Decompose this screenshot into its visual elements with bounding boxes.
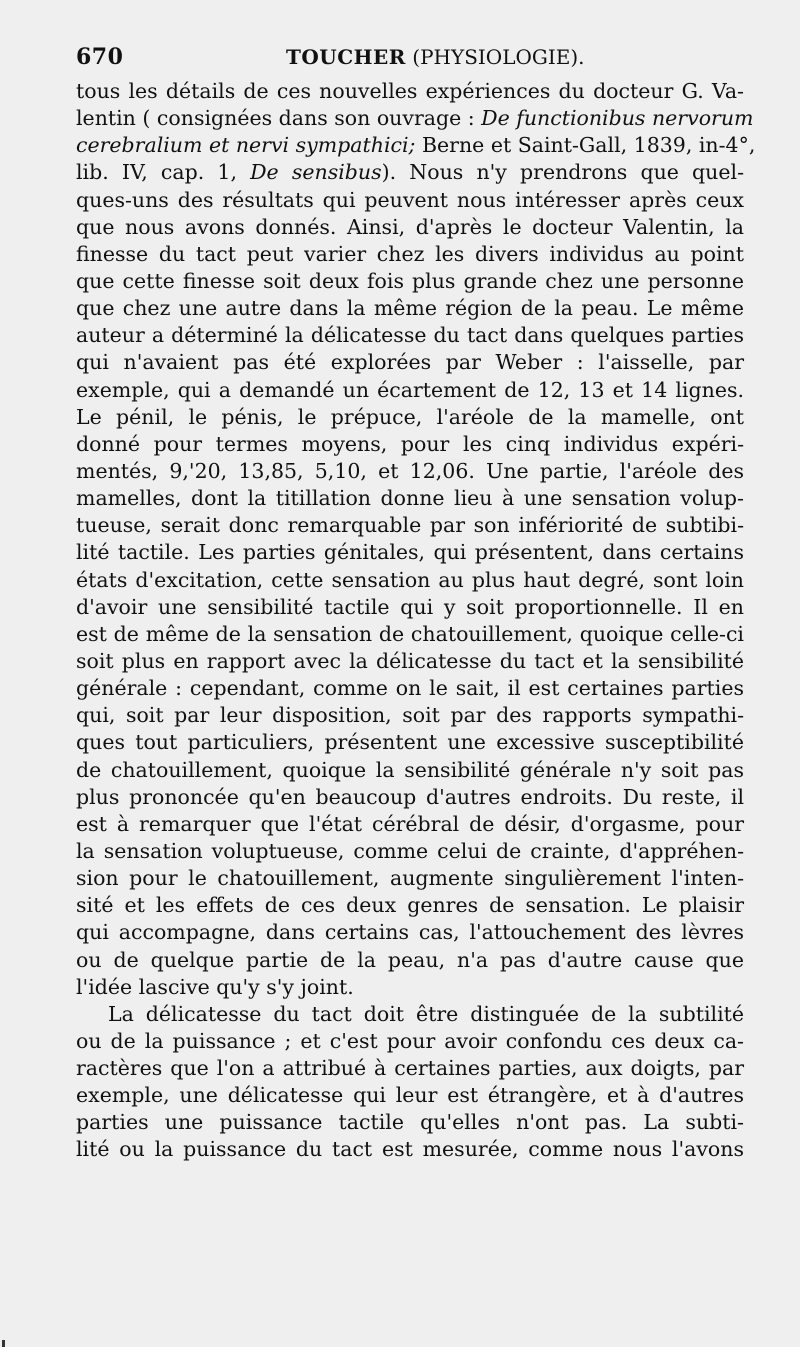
text-line <box>76 675 744 702</box>
text-segment: mentés, 9,'20, 13,85, 5,10, et 12,06. Une partie, l'aréole des <box>76 458 744 483</box>
text-line <box>76 1082 744 1109</box>
text-segment: sité et les effets de ces deux genres de sensation. Le plaisir <box>76 893 744 918</box>
text-line <box>76 159 744 186</box>
text-line <box>76 1136 744 1163</box>
text-line <box>76 187 744 214</box>
text-line <box>76 539 744 566</box>
text-line <box>76 648 744 675</box>
text-segment: qui accompagne, dans certains cas, l'attouchement des lèvres <box>76 920 744 945</box>
text-line <box>76 757 744 784</box>
text-segment: Le pénil, le pénis, le prépuce, l'aréole de la mamelle, ont <box>76 404 744 429</box>
text-line <box>76 241 744 268</box>
text-line <box>76 621 744 648</box>
text-line <box>76 1055 744 1082</box>
text-segment: qui, soit par leur disposition, soit par des rapports sympathi- <box>76 703 744 728</box>
text-segment: que chez une autre dans la même région de la peau. Le même <box>76 296 744 321</box>
italic-text: De sensibus <box>250 160 382 185</box>
text-segment: ). Nous n'y prendrons que quel- <box>381 160 744 185</box>
text-segment: est à remarquer que l'état cérébral de désir, d'orgasme, pour <box>76 811 744 836</box>
text-line <box>76 811 744 838</box>
text-segment: lentin ( consignées dans son ouvrage : <box>76 106 482 131</box>
text-segment: est de même de la sensation de chatouillement, quoique celle-ci <box>76 621 744 646</box>
text-segment: lité tactile. Les parties génitales, qui présentent, dans certains <box>76 540 744 565</box>
text-segment: états d'excitation, cette sensation au plus haut degré, sont loin <box>76 567 744 592</box>
text-segment: sion pour le chatouillement, augmente singulièrement l'inten- <box>76 866 744 891</box>
text-line <box>76 295 744 322</box>
text-line <box>76 1001 744 1028</box>
text-line <box>76 132 756 159</box>
text-line <box>76 865 744 892</box>
text-segment: donné pour termes moyens, pour les cinq individus expéri- <box>76 431 744 456</box>
text-line <box>76 594 744 621</box>
text-segment: de chatouillement, quoique la sensibilité générale n'y soit pas <box>76 757 744 782</box>
text-segment: la sensation voluptueuse, comme celui de crainte, d'appréhen- <box>76 838 744 863</box>
running-head <box>76 42 756 72</box>
text-line <box>76 838 744 865</box>
text-line <box>76 268 744 295</box>
text-line <box>76 214 744 241</box>
text-segment: ractères que l'on a attribué à certaines parties, aux doigts, par <box>76 1056 744 1081</box>
text-segment: ques-uns des résultats qui peuvent nous intéresser après ceux <box>76 187 744 212</box>
text-segment: lité ou la puissance du tact est mesurée, comme nous l'avons <box>76 1137 744 1162</box>
text-line <box>76 431 744 458</box>
text-line <box>76 512 744 539</box>
text-line <box>76 974 744 1001</box>
text-segment: d'avoir une sensibilité tactile qui y soit proportionnelle. Il en <box>76 594 744 619</box>
text-line <box>76 567 744 594</box>
text-line <box>76 1028 744 1055</box>
text-segment: que cette finesse soit deux fois plus grande chez une personne <box>76 268 744 293</box>
text-line <box>76 458 744 485</box>
text-segment: tous les détails de ces nouvelles expériences du docteur G. Va- <box>76 79 744 103</box>
text-segment: parties une puissance tactile qu'elles n'ont pas. La subti- <box>76 1110 744 1135</box>
text-line <box>76 784 744 811</box>
text-line <box>76 78 744 105</box>
text-segment: finesse du tact peut varier chez les divers individus au point <box>76 241 744 266</box>
text-segment: qui n'avaient pas été explorées par Weber : l'aisselle, par <box>76 350 744 375</box>
text-line <box>76 1109 744 1136</box>
running-title-sub: (PHYSIOLOGIE). <box>412 45 585 69</box>
body-text <box>76 78 756 1164</box>
text-line <box>76 485 744 512</box>
italic-text: De functionibus nervorum <box>481 106 754 131</box>
text-segment: générale : cependant, comme on le sait, il est certaines parties <box>76 676 744 701</box>
text-line <box>76 377 744 404</box>
text-segment: ou de la puissance ; et c'est pour avoir confondu ces deux ca- <box>76 1028 744 1053</box>
text-segment: l'idée lascive qu'y s'y joint. <box>76 974 354 999</box>
running-title <box>286 42 585 72</box>
text-line <box>76 404 744 431</box>
text-line <box>76 729 744 756</box>
text-line <box>76 919 744 946</box>
running-title-main: TOUCHER <box>286 45 406 69</box>
margin-mark <box>2 1340 5 1347</box>
text-line <box>76 349 744 376</box>
text-segment: mamelles, dont la titillation donne lieu à une sensation volup- <box>76 486 744 511</box>
text-line <box>76 105 754 132</box>
text-segment: plus prononcée qu'en beaucoup d'autres endroits. Du reste, il <box>76 784 744 809</box>
text-segment: tueuse, serait donc remarquable par son infériorité de subtibi- <box>76 513 744 538</box>
text-line <box>76 702 744 729</box>
text-segment: ques tout particuliers, présentent une excessive susceptibilité <box>76 730 744 755</box>
text-line <box>76 322 744 349</box>
text-segment: soit plus en rapport avec la délicatesse du tact et la sensibilité <box>76 648 744 673</box>
text-segment: exemple, qui a demandé un écartement de 12, 13 et 14 lignes. <box>76 377 744 402</box>
page-number: 670 <box>76 44 124 70</box>
text-segment: La délicatesse du tact doit être distinguée de la subtilité <box>108 1001 744 1026</box>
text-segment: exemple, une délicatesse qui leur est étrangère, et à d'autres <box>76 1083 744 1108</box>
text-segment: auteur a déterminé la délicatesse du tact dans quelques parties <box>76 323 744 348</box>
text-segment: ou de quelque partie de la peau, n'a pas d'autre cause que <box>76 947 744 972</box>
text-segment: Berne et Saint-Gall, 1839, in-4°, <box>415 133 756 158</box>
text-segment: lib. IV, cap. 1, <box>76 160 251 185</box>
text-line <box>76 947 744 974</box>
italic-text: cerebralium et nervi sympathici; <box>76 133 416 158</box>
text-line <box>76 892 744 919</box>
text-segment: que nous avons donnés. Ainsi, d'après le docteur Valentin, la <box>76 214 744 239</box>
